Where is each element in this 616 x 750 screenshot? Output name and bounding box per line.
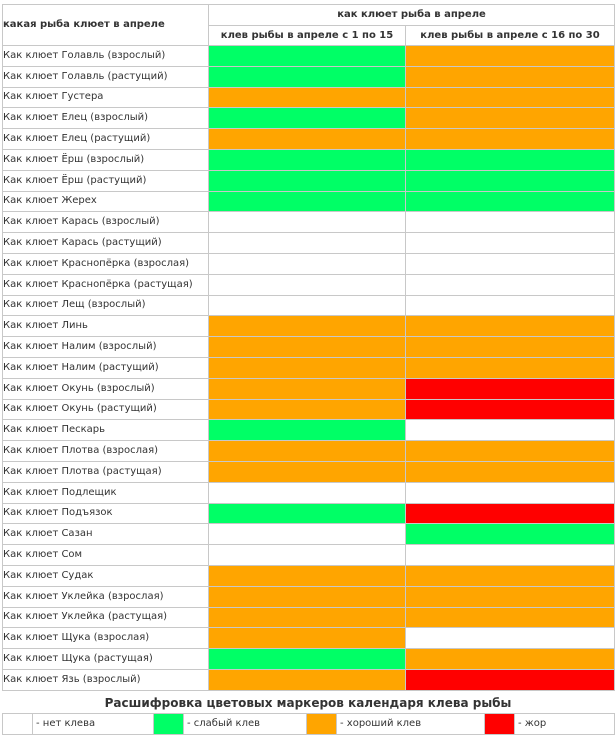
fish-name: Как клюет Подъязок (3, 503, 209, 524)
fish-name: Как клюет Окунь (растущий) (3, 399, 209, 420)
bite-cell-period-1 (209, 586, 406, 607)
fish-name: Как клюет Ёрш (растущий) (3, 170, 209, 191)
table-row (3, 586, 615, 607)
bite-cell-period-2 (406, 503, 615, 524)
fish-name: Как клюет Щука (взрослая) (3, 628, 209, 649)
bite-cell-period-2 (406, 420, 615, 441)
table-row (3, 233, 615, 254)
table-row (3, 108, 615, 129)
bite-cell-period-2 (406, 66, 615, 87)
legend-label-good: - хороший клев (337, 713, 485, 734)
bite-cell-period-2 (406, 149, 615, 170)
legend-label-none: - нет клева (33, 713, 154, 734)
bite-cell-period-2 (406, 441, 615, 462)
bite-cell-period-1 (209, 545, 406, 566)
table-row (3, 191, 615, 212)
bite-cell-period-1 (209, 295, 406, 316)
table-row (3, 420, 615, 441)
table-row (3, 337, 615, 358)
bite-cell-period-2 (406, 399, 615, 420)
bite-cell-period-1 (209, 461, 406, 482)
fish-name: Как клюет Густера (3, 87, 209, 108)
fish-name: Как клюет Сазан (3, 524, 209, 545)
fish-name: Как клюет Ёрш (взрослый) (3, 149, 209, 170)
legend-label-zhor: - жор (515, 713, 615, 734)
table-row (3, 565, 615, 586)
bite-cell-period-2 (406, 295, 615, 316)
table-row (3, 441, 615, 462)
table-row (3, 274, 615, 295)
bite-cell-period-1 (209, 524, 406, 545)
bite-cell-period-1 (209, 565, 406, 586)
fish-name: Как клюет Карась (взрослый) (3, 212, 209, 233)
table-row (3, 628, 615, 649)
bite-cell-period-2 (406, 337, 615, 358)
table-row (3, 378, 615, 399)
table-row (3, 461, 615, 482)
bite-cell-period-1 (209, 399, 406, 420)
bite-cell-period-1 (209, 316, 406, 337)
fish-name: Как клюет Краснопёрка (взрослая) (3, 253, 209, 274)
fish-name: Как клюет Голавль (взрослый) (3, 46, 209, 67)
bite-cell-period-2 (406, 357, 615, 378)
bite-cell-period-1 (209, 378, 406, 399)
fish-name: Как клюет Краснопёрка (растущая) (3, 274, 209, 295)
table-row (3, 316, 615, 337)
table-row (3, 399, 615, 420)
bite-cell-period-1 (209, 337, 406, 358)
table-row (3, 46, 615, 67)
table-row (3, 357, 615, 378)
bite-cell-period-1 (209, 87, 406, 108)
bite-cell-period-2 (406, 607, 615, 628)
bite-cell-period-2 (406, 524, 615, 545)
bite-cell-period-2 (406, 129, 615, 150)
bite-cell-period-2 (406, 253, 615, 274)
fish-column-header: какая рыба клюет в апреле (3, 5, 209, 46)
fish-name: Как клюет Уклейка (взрослая) (3, 586, 209, 607)
legend-swatch-weak (154, 713, 184, 734)
bite-cell-period-1 (209, 669, 406, 690)
fish-name: Как клюет Карась (растущий) (3, 233, 209, 254)
bite-cell-period-1 (209, 191, 406, 212)
bite-cell-period-2 (406, 274, 615, 295)
bite-cell-period-2 (406, 649, 615, 670)
bite-cell-period-1 (209, 607, 406, 628)
table-row (3, 503, 615, 524)
bite-cell-period-1 (209, 233, 406, 254)
fish-name: Как клюет Елец (взрослый) (3, 108, 209, 129)
bite-cell-period-2 (406, 586, 615, 607)
bite-cell-period-1 (209, 441, 406, 462)
fish-name: Как клюет Уклейка (растущая) (3, 607, 209, 628)
table-row (3, 129, 615, 150)
fish-name: Как клюет Пескарь (3, 420, 209, 441)
table-row (3, 607, 615, 628)
bite-cell-period-2 (406, 565, 615, 586)
table-row (3, 87, 615, 108)
fish-name: Как клюет Щука (растущая) (3, 649, 209, 670)
bite-cell-period-2 (406, 316, 615, 337)
bite-cell-period-1 (209, 129, 406, 150)
fish-name: Как клюет Плотва (растущая) (3, 461, 209, 482)
table-row (3, 149, 615, 170)
bite-cell-period-2 (406, 46, 615, 67)
fish-name: Как клюет Окунь (взрослый) (3, 378, 209, 399)
bite-cell-period-1 (209, 253, 406, 274)
legend-label-weak: - слабый клев (184, 713, 307, 734)
group-header: как клюет рыба в апреле (209, 5, 615, 26)
bite-cell-period-2 (406, 545, 615, 566)
table-row (3, 66, 615, 87)
legend-swatch-zhor (485, 713, 515, 734)
bite-cell-period-1 (209, 212, 406, 233)
fish-name: Как клюет Жерех (3, 191, 209, 212)
bite-cell-period-2 (406, 170, 615, 191)
fish-name: Как клюет Лещ (взрослый) (3, 295, 209, 316)
fish-name: Как клюет Судак (3, 565, 209, 586)
bite-cell-period-1 (209, 46, 406, 67)
bite-cell-period-2 (406, 233, 615, 254)
table-row (3, 212, 615, 233)
bite-cell-period-1 (209, 170, 406, 191)
legend-table (2, 713, 615, 735)
bite-cell-period-1 (209, 628, 406, 649)
bite-cell-period-2 (406, 212, 615, 233)
bite-cell-period-1 (209, 149, 406, 170)
legend-swatch-none (3, 713, 33, 734)
fish-name: Как клюет Налим (растущий) (3, 357, 209, 378)
table-row (3, 295, 615, 316)
table-row (3, 253, 615, 274)
fish-name: Как клюет Линь (3, 316, 209, 337)
table-row (3, 524, 615, 545)
bite-calendar-table (2, 4, 615, 691)
legend-row (3, 713, 615, 734)
table-row (3, 170, 615, 191)
period-2-header: клев рыбы в апреле с 16 по 30 (406, 26, 615, 46)
table-row (3, 482, 615, 503)
legend-swatch-good (307, 713, 337, 734)
bite-cell-period-1 (209, 108, 406, 129)
bite-cell-period-2 (406, 108, 615, 129)
table-row (3, 649, 615, 670)
bite-cell-period-2 (406, 669, 615, 690)
period-1-header: клев рыбы в апреле с 1 по 15 (209, 26, 406, 46)
bite-cell-period-1 (209, 274, 406, 295)
fish-name: Как клюет Сом (3, 545, 209, 566)
bite-cell-period-1 (209, 503, 406, 524)
bite-cell-period-2 (406, 482, 615, 503)
fish-name: Как клюет Елец (растущий) (3, 129, 209, 150)
fish-name: Как клюет Голавль (растущий) (3, 66, 209, 87)
fish-name: Как клюет Подлещик (3, 482, 209, 503)
bite-cell-period-2 (406, 378, 615, 399)
bite-cell-period-1 (209, 649, 406, 670)
bite-cell-period-2 (406, 191, 615, 212)
bite-cell-period-2 (406, 628, 615, 649)
fish-name: Как клюет Язь (взрослый) (3, 669, 209, 690)
bite-cell-period-2 (406, 87, 615, 108)
bite-cell-period-1 (209, 66, 406, 87)
bite-cell-period-1 (209, 482, 406, 503)
bite-cell-period-1 (209, 357, 406, 378)
fish-name: Как клюет Налим (взрослый) (3, 337, 209, 358)
table-row (3, 669, 615, 690)
fish-name: Как клюет Плотва (взрослая) (3, 441, 209, 462)
bite-cell-period-1 (209, 420, 406, 441)
table-row (3, 545, 615, 566)
legend-title: Расшифровка цветовых маркеров календаря клева рыбы (104, 695, 512, 710)
calendar-body (3, 46, 615, 691)
bite-cell-period-2 (406, 461, 615, 482)
fishing-calendar (2, 4, 614, 735)
